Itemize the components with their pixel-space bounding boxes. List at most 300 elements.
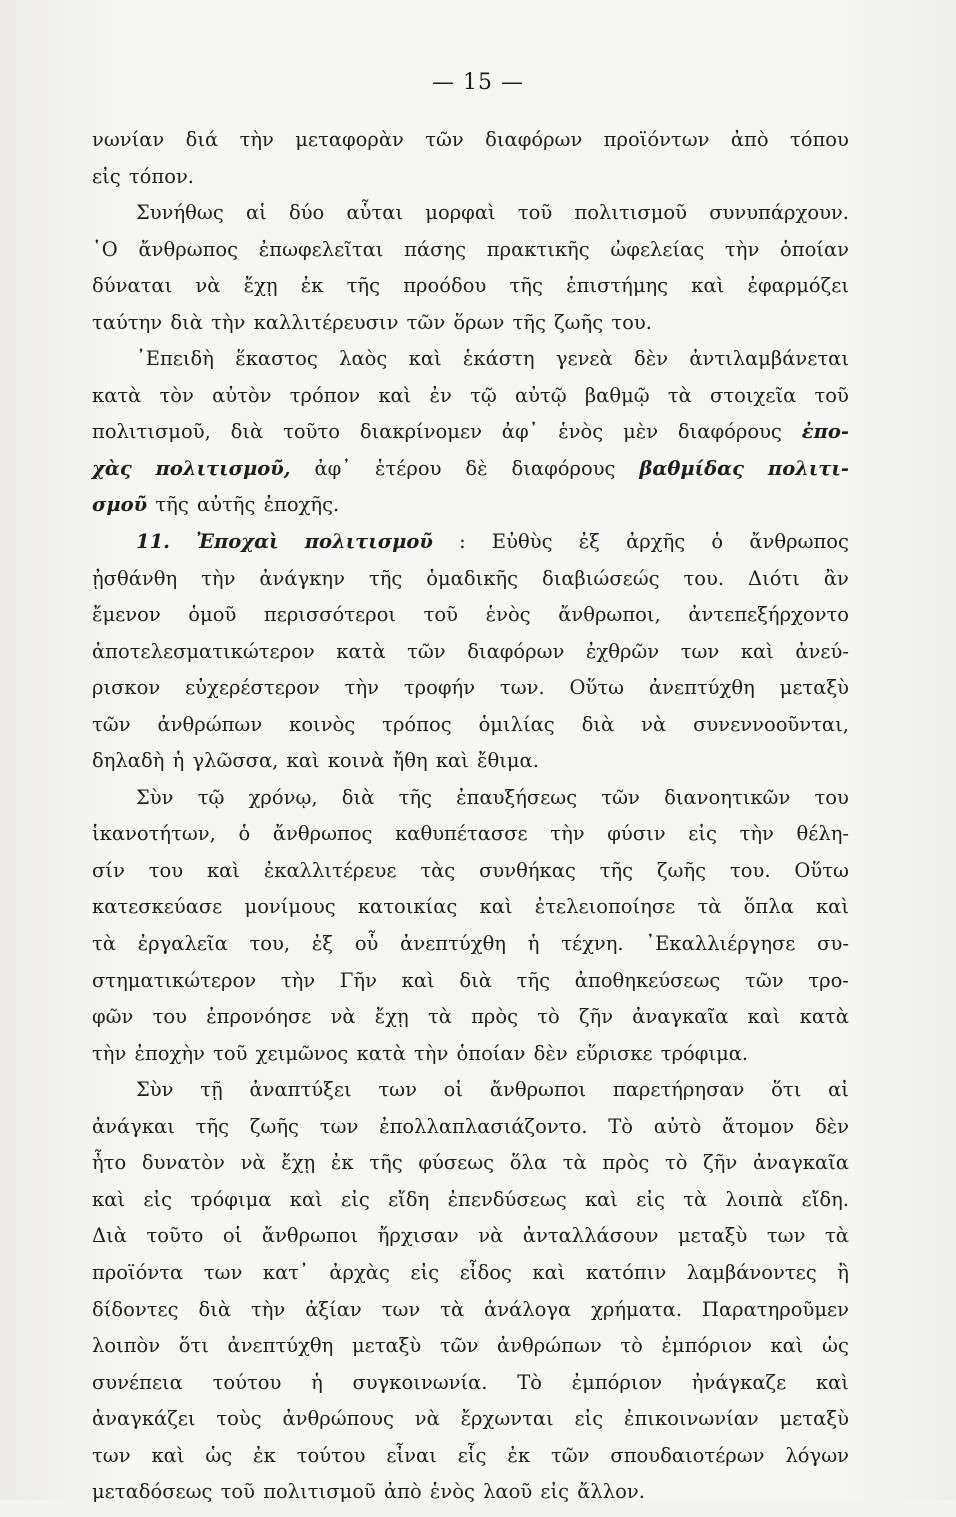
word: ἀνάλογα xyxy=(484,1297,572,1321)
word: οἱ xyxy=(222,1224,243,1248)
word: ἕκαστος xyxy=(235,347,318,371)
word: τῆς xyxy=(346,274,381,298)
word: κατὰ xyxy=(356,1041,406,1065)
text-line xyxy=(92,640,849,677)
word: ἐτελειοποίησε xyxy=(534,895,676,919)
word: εἴδη xyxy=(388,1187,430,1211)
text-line xyxy=(92,713,849,750)
text-line xyxy=(92,165,849,202)
word: μεταξὺ xyxy=(779,1407,849,1431)
word: των xyxy=(381,1297,421,1321)
word: διαβιώσεώς xyxy=(541,566,660,590)
word: ἀναγκαῖα xyxy=(632,1005,729,1029)
text-line xyxy=(92,1334,849,1371)
word: ἄνθρωποι xyxy=(261,1224,359,1248)
word: μεταξὺ xyxy=(779,676,849,700)
word: τῶν xyxy=(745,968,784,992)
word: πολιτισμοῦ xyxy=(263,1480,376,1504)
word: Εὐθὺς xyxy=(491,530,553,554)
word: ἐκ xyxy=(507,1443,531,1467)
text-line xyxy=(92,384,849,421)
word: ἐπιστήμης xyxy=(566,274,669,298)
word: προϊόντα xyxy=(92,1260,184,1284)
word: τέχνη. xyxy=(561,932,624,956)
text-line xyxy=(92,1480,849,1517)
word: εἰς xyxy=(143,1187,172,1211)
word: μεταδόσεως xyxy=(92,1480,213,1504)
word: ἄλλον. xyxy=(577,1480,645,1504)
word: ὡς xyxy=(205,1443,233,1467)
word: ἐπενδύσεως xyxy=(447,1187,567,1211)
text-line xyxy=(92,238,849,275)
word: ἔθιμα. xyxy=(477,749,539,773)
word: συνυπάρχουν. xyxy=(709,201,849,225)
word: ἐπρονόησε xyxy=(206,1005,312,1029)
word: τῷ xyxy=(470,383,497,407)
word: ἀνθρώπων xyxy=(157,712,263,736)
word: τὴν xyxy=(239,128,274,151)
text-line xyxy=(92,1151,849,1188)
word: ἐμπόριον xyxy=(571,1370,663,1394)
word: ἀξίαν xyxy=(305,1297,362,1321)
word: τούτου xyxy=(212,1370,282,1394)
word: του xyxy=(152,1005,187,1029)
word: κατὰ xyxy=(799,1005,849,1029)
word: ᾐσθάνθη xyxy=(92,566,178,590)
word: σμοῦ xyxy=(92,493,148,517)
word: πολιτι- xyxy=(767,456,849,480)
word: ἡ xyxy=(172,749,185,773)
word: ἢ xyxy=(837,1260,849,1284)
word: ἀντεπεξήρχοντο xyxy=(688,603,849,627)
word: φῶν xyxy=(92,1005,134,1029)
word: Τὸ xyxy=(608,1114,633,1138)
word: ὁ xyxy=(238,822,251,846)
word: αἱ xyxy=(828,1078,849,1102)
text-line xyxy=(92,493,849,530)
word: ἂν xyxy=(823,566,849,590)
text-line xyxy=(92,895,849,932)
word: τὰ xyxy=(697,895,722,919)
word: Ἐποχαὶ xyxy=(196,530,279,554)
word: διαφόρους xyxy=(511,456,616,480)
word: μεταξὺ xyxy=(351,1334,422,1358)
word: ἀπὸ xyxy=(383,1480,422,1504)
word: καὶ xyxy=(401,968,435,992)
word: καὶ xyxy=(435,749,469,773)
word: ἀνεπτύχθη xyxy=(648,676,755,700)
word: ἑνὸς xyxy=(429,1480,475,1504)
word: στηματικώτερον xyxy=(92,968,257,992)
word: τρόφιμα xyxy=(190,1187,272,1211)
word: τῆς xyxy=(398,785,432,809)
word: μονίμους xyxy=(244,895,336,919)
word: εὐχερέστερον xyxy=(185,676,320,700)
word: εἰς xyxy=(636,1187,665,1211)
word: τῆς xyxy=(195,1114,230,1138)
word: ἐπολλαπλασιάζοντο. xyxy=(379,1114,588,1138)
text-line xyxy=(92,1224,849,1261)
word: 11. xyxy=(136,530,170,554)
text-line xyxy=(92,420,849,457)
word: ἐπωφελεῖται xyxy=(258,237,384,261)
word: δὲ xyxy=(465,456,488,480)
word: δηλαδὴ xyxy=(92,749,165,773)
word: των xyxy=(203,1260,243,1284)
word: ζωῆς xyxy=(249,1114,299,1138)
word: εἷς xyxy=(457,1443,487,1467)
word: ἐκ xyxy=(330,1151,354,1175)
word: δύναται xyxy=(92,274,173,298)
text-line xyxy=(92,457,849,494)
word: διακρίνομεν xyxy=(359,420,482,444)
word: ἐκ xyxy=(300,274,324,298)
word: παρετήρησαν xyxy=(612,1078,745,1102)
word: ἄτομον xyxy=(722,1114,795,1138)
text-line xyxy=(92,347,849,384)
word: ἀνάγκαι xyxy=(92,1114,175,1138)
word: του. xyxy=(611,310,652,334)
word: ἐπικοινωνίαν xyxy=(624,1407,759,1431)
word: ὡς xyxy=(822,1334,849,1358)
word: ρισκον xyxy=(92,676,161,700)
word: προϊόντων xyxy=(603,128,710,151)
text-line xyxy=(92,1444,849,1481)
word: ἡ xyxy=(311,1370,323,1394)
word: ἐκ xyxy=(253,1443,276,1467)
word: βαθμῷ xyxy=(584,383,650,407)
text-line xyxy=(92,274,849,311)
word: ἄνθρωποι, xyxy=(558,603,661,627)
word: τὸ xyxy=(664,1151,688,1175)
word: των xyxy=(92,1443,131,1467)
word: του. xyxy=(683,566,725,590)
word: ἀνθρώπων xyxy=(497,1334,602,1358)
body-text xyxy=(92,128,849,1517)
word: ἑνὸς xyxy=(558,420,604,444)
word: ἔχῃ xyxy=(374,1005,409,1029)
word: ἀντιλαμβάνεται xyxy=(689,347,849,371)
word: καὶ xyxy=(206,858,240,882)
word: ἐπο- xyxy=(801,420,849,444)
text-line xyxy=(92,1188,849,1225)
word: κοινὸς xyxy=(289,712,356,736)
word: λαμβάνοντες xyxy=(686,1260,817,1284)
word: Διὰ xyxy=(92,1224,127,1248)
word: ἀφ᾿ xyxy=(501,420,539,444)
word: μεταφορὰν xyxy=(295,128,404,151)
word: ἔχῃ xyxy=(281,1151,316,1175)
word: διαφόρους xyxy=(677,420,782,444)
word: καὶ xyxy=(286,749,320,773)
text-line xyxy=(92,1298,849,1335)
word: χρήματα. xyxy=(591,1297,683,1321)
word: κατὰ xyxy=(92,383,142,407)
word: αἱ xyxy=(245,201,267,225)
word: ἄνθρωποι xyxy=(489,1078,587,1102)
word: καὶ xyxy=(532,1260,566,1284)
word: ζωῆς xyxy=(656,858,707,882)
word: πρὸς xyxy=(471,1005,519,1029)
word: συνθήκας xyxy=(479,858,576,882)
text-line xyxy=(92,676,849,713)
word: ἄνθρωπος xyxy=(749,530,849,554)
word: τρόπος xyxy=(382,712,452,736)
word: ἔρχωνται xyxy=(460,1407,554,1431)
word: τοῦ xyxy=(423,603,459,627)
word: ὁμιλίας xyxy=(478,712,555,736)
word: πρὸς xyxy=(602,1151,650,1175)
text-line xyxy=(92,749,849,786)
word: ἀνεπτύχθη xyxy=(400,932,506,956)
text-line xyxy=(92,603,849,640)
word: λόγων xyxy=(785,1443,849,1467)
word: ἤθη xyxy=(392,749,428,773)
word: τῆς xyxy=(369,1151,403,1175)
word: ἐξ xyxy=(578,530,600,554)
word: τροφήν xyxy=(403,676,476,700)
word: του xyxy=(148,858,184,882)
word: ἐργαλεῖα xyxy=(137,932,228,956)
word: καὶ xyxy=(740,639,774,663)
word: τὴν xyxy=(92,1041,127,1065)
word: ὁμοῦ xyxy=(188,603,237,627)
text-line xyxy=(92,1371,849,1408)
word: κοινὰ xyxy=(327,749,385,773)
word: τῶν xyxy=(407,639,446,663)
word: νὰ xyxy=(641,712,667,736)
word: οἱ xyxy=(443,1078,464,1102)
word: καὶ xyxy=(815,895,849,919)
word: οὗ xyxy=(354,932,379,956)
text-line xyxy=(92,822,849,859)
word: ἀφ᾿ xyxy=(314,456,352,480)
word: ἐξ xyxy=(311,932,334,956)
word: ἀποθηκεύσεως xyxy=(574,968,721,992)
word: προόδου xyxy=(403,274,487,298)
word: ἐφαρμόζει xyxy=(747,274,849,298)
word: τῆς xyxy=(512,310,546,334)
word: σπουδαιοτέρων xyxy=(610,1443,765,1467)
word: δὲν xyxy=(533,1041,568,1065)
word: τὴν xyxy=(201,566,236,590)
word: ἄνθρωπος xyxy=(138,237,239,261)
word: ἀνθρώπους xyxy=(282,1407,394,1431)
word: καὶ xyxy=(289,1187,323,1211)
word: ἀνεπτύχθη xyxy=(227,1334,334,1358)
word: ὅτι xyxy=(178,1334,209,1358)
word: κατὰ xyxy=(336,639,386,663)
word: διανοητικῶν xyxy=(664,785,791,809)
word: καὶ xyxy=(584,1187,618,1211)
word: ζῆν xyxy=(578,1005,614,1029)
word: τῷ xyxy=(197,785,225,809)
word: εἰς xyxy=(341,1187,370,1211)
word: τοῦτο xyxy=(283,420,340,444)
word: εἶναι xyxy=(386,1443,437,1467)
word: ἀρχὰς xyxy=(329,1260,390,1284)
word: διὰ xyxy=(230,420,264,444)
word: δύο xyxy=(288,201,325,225)
word: ὁποίαν xyxy=(456,1041,526,1065)
word: φύσεως xyxy=(418,1151,495,1175)
word: τόπου xyxy=(789,128,849,151)
word: νὰ xyxy=(195,274,221,298)
word: των xyxy=(766,1224,806,1248)
word: Γῆν xyxy=(339,968,377,992)
word: καὶ xyxy=(747,1005,781,1029)
text-line xyxy=(92,786,849,823)
word: νὰ xyxy=(240,1151,266,1175)
word: τοῦ xyxy=(517,201,553,225)
word: δίδοντες xyxy=(92,1297,179,1321)
word: τὴν xyxy=(250,1297,286,1321)
word: στοιχεῖα xyxy=(710,383,797,407)
word: ἀνεύ- xyxy=(795,639,849,663)
word: τὰ xyxy=(562,1151,587,1175)
word: νὰ xyxy=(330,1005,356,1029)
word: αὐτὸν xyxy=(212,383,272,407)
word: ὅτι xyxy=(771,1078,802,1102)
word: ἑτέρου xyxy=(375,456,442,480)
word: ῾Ο xyxy=(92,237,118,261)
word: Σὺν xyxy=(136,785,174,809)
word: ἱκανοτήτων, xyxy=(92,822,216,846)
word: μὲν xyxy=(623,420,659,444)
word: συνέπεια xyxy=(92,1370,183,1394)
word: αὐτῆς xyxy=(196,493,256,517)
word: πρακτικῆς xyxy=(486,237,590,261)
word: εἰς xyxy=(688,822,717,846)
word: εἰς xyxy=(574,1407,604,1431)
word: καὶ xyxy=(691,274,725,298)
word: τοῦτο xyxy=(146,1224,204,1248)
word: κατεσκεύασε xyxy=(92,895,223,919)
word: ὁποίαν xyxy=(780,237,849,261)
word: ἐχθρῶν xyxy=(585,639,660,663)
word: ἀρχῆς xyxy=(626,530,686,554)
word: διὰ xyxy=(581,712,615,736)
text-line xyxy=(92,969,849,1006)
word: πολιτισμοῦ xyxy=(304,530,433,554)
word: βαθμίδας xyxy=(639,456,744,480)
word: τοῦ xyxy=(213,1041,248,1065)
word: καὶ xyxy=(770,1334,804,1358)
word: ὅλα xyxy=(509,1151,548,1175)
word: ὁμαδικῆς xyxy=(426,566,519,590)
word: τὴν xyxy=(550,822,585,846)
word: συνεννοοῦνται, xyxy=(693,712,849,736)
word: κατοικίας xyxy=(357,895,458,919)
text-line xyxy=(92,859,849,896)
word: πολιτισμοῦ xyxy=(574,201,687,225)
text-line xyxy=(92,1078,849,1115)
word: τὴν xyxy=(211,310,246,334)
word: του, xyxy=(249,932,291,956)
word: χὰς xyxy=(92,456,132,480)
word: δὲν xyxy=(814,1114,849,1138)
word: αὐτῷ xyxy=(514,383,567,407)
word: ἐπαυξήσεως xyxy=(456,785,578,809)
word: τὰ xyxy=(667,383,692,407)
word: ὅρων xyxy=(453,310,505,334)
word: δὲν xyxy=(633,347,669,371)
text-line xyxy=(92,128,849,165)
word: τὰ xyxy=(92,932,116,956)
word: τὰ xyxy=(440,1297,465,1321)
word: ἐκαλλιτέρευε xyxy=(263,858,397,882)
word: τρο- xyxy=(808,968,849,992)
word: τὰ xyxy=(427,1005,452,1029)
word: ἔμενον xyxy=(92,603,161,627)
word: συγκοινωνία. xyxy=(352,1370,488,1394)
word: διὰ xyxy=(198,1297,232,1321)
text-line xyxy=(92,1115,849,1152)
word: εἴδη. xyxy=(801,1187,849,1211)
word: πάσης xyxy=(404,237,467,261)
word: διαφόρων xyxy=(467,639,565,663)
text-line xyxy=(92,311,849,348)
word: καὶ xyxy=(92,1187,126,1211)
word: τὰ xyxy=(683,1187,708,1211)
word: νὰ xyxy=(478,1224,504,1248)
text-line xyxy=(92,1407,849,1444)
word: μεταξὺ xyxy=(678,1224,748,1248)
word: ᾿Επειδὴ xyxy=(136,347,214,371)
word: τῶν xyxy=(92,712,131,736)
word: Οὕτω xyxy=(794,858,849,882)
word: τῶν xyxy=(425,128,464,151)
word: Τὸ xyxy=(517,1370,542,1394)
word: τὴν xyxy=(414,1041,449,1065)
word: αὐτὸ xyxy=(653,1114,702,1138)
word: λαὸς xyxy=(339,347,388,371)
word: ὁ xyxy=(711,530,724,554)
word: τὸ xyxy=(537,1005,560,1029)
word: δυνατὸν xyxy=(141,1151,225,1175)
text-line xyxy=(92,1042,849,1079)
word: ἠνάγκαζε xyxy=(691,1370,787,1394)
text-line xyxy=(92,1005,849,1042)
text-line xyxy=(92,1261,849,1298)
word: νὰ xyxy=(414,1407,440,1431)
word: μορφαὶ xyxy=(425,201,496,225)
word: ἐποχῆς. xyxy=(263,493,340,517)
word: των. xyxy=(499,676,545,700)
word: λοιπὰ xyxy=(725,1187,784,1211)
word: συ- xyxy=(817,932,849,956)
word: καὶ xyxy=(151,1443,185,1467)
word: ὅπλα xyxy=(743,895,794,919)
text-line xyxy=(92,567,849,604)
word: ἑνὸς xyxy=(485,603,531,627)
word: κατ᾿ xyxy=(262,1260,309,1284)
word: ἑκάστη xyxy=(462,347,535,371)
text-line xyxy=(92,201,849,238)
word: ᾿Εκαλλιέργησε xyxy=(645,932,796,956)
word: τὸν xyxy=(159,383,194,407)
word: τὴν xyxy=(739,822,774,846)
word: τρόφιμα. xyxy=(660,1041,749,1065)
word: ζωῆς xyxy=(554,310,604,334)
word: ἀνάγκην xyxy=(259,566,345,590)
word: διά xyxy=(185,128,219,151)
word: τὴν xyxy=(344,676,379,700)
word: ἔχῃ xyxy=(243,274,278,298)
word: Οὕτω xyxy=(569,676,625,700)
word: καθυπέτασσε xyxy=(395,822,528,846)
word: τοῦ xyxy=(220,1480,256,1504)
